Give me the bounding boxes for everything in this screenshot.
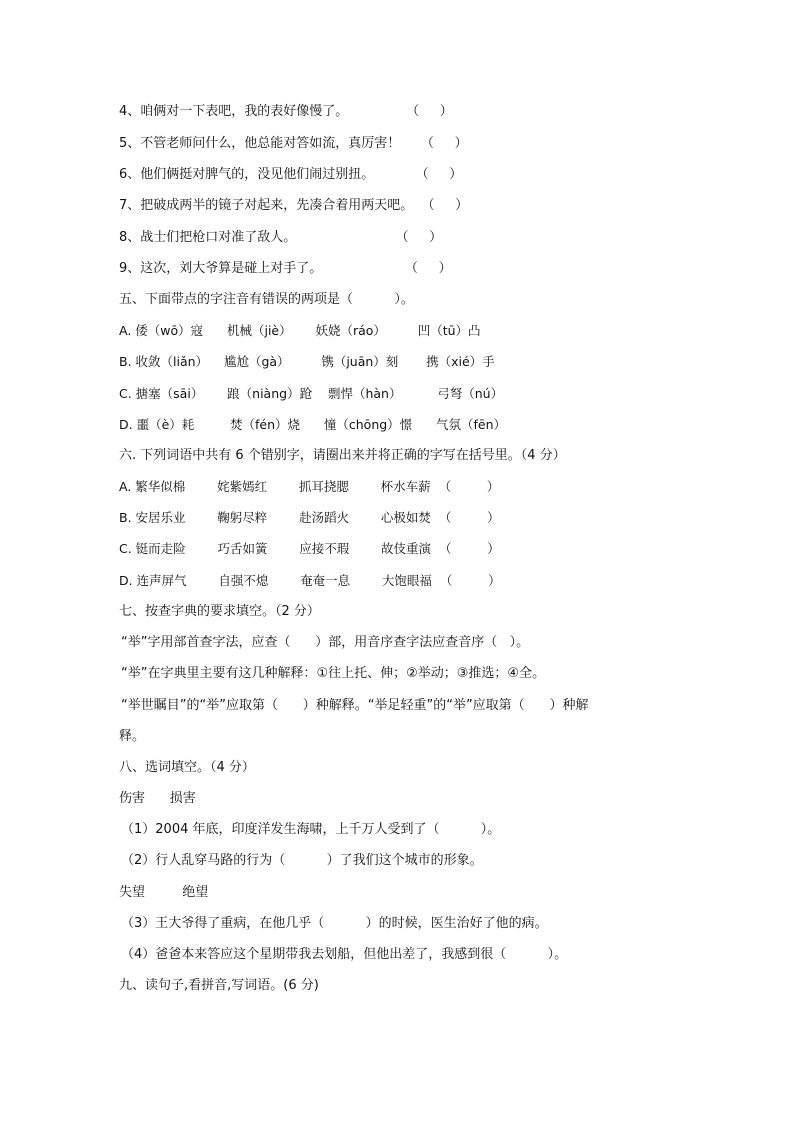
section-nine-title: 九、读句子,看拼音,写词语。(6 分) xyxy=(119,978,319,993)
word-choice-group-1: 伤害 损害 xyxy=(119,791,196,806)
question-item-8: 8、战士们把枪口对准了敌人。 （ ） xyxy=(119,230,443,245)
section-eight-title: 八、选词填空。（4 分） xyxy=(119,760,255,775)
section-six-row-c: C. 铤而走险 巧舌如簧 应接不瑕 故伎重演 （ ） xyxy=(119,541,500,556)
fill-blank-item-2: （2）行人乱穿马路的行为（ ）了我们这个城市的形象。 xyxy=(121,853,483,868)
section-five-option-c: C. 搪塞（sāi） 踉（niàng）跄 剽悍（hàn） 弓弩（nú） xyxy=(119,386,504,401)
word-choice-group-2: 失望 绝望 xyxy=(119,885,209,900)
fill-blank-item-4: （4）爸爸本来答应这个星期带我去划船，但他出差了，我感到很（ ）。 xyxy=(121,947,568,962)
section-six-row-a: A. 繁华似棉 姹紫嫣红 抓耳挠腮 杯水车薪 （ ） xyxy=(119,479,500,494)
section-seven-line-4: 释。 xyxy=(119,729,146,744)
question-item-6: 6、他们俩挺对脾气的，没见他们闹过别扭。 （ ） xyxy=(119,167,463,182)
section-seven-title: 七、按查字典的要求填空。（2 分） xyxy=(119,604,320,619)
section-six-row-b: B. 安居乐业 鞠躬尽粹 赴汤蹈火 心极如焚 （ ） xyxy=(119,510,500,525)
question-item-7: 7、把破成两半的镜子对起来，先凑合着用两天吧。 （ ） xyxy=(119,198,469,213)
question-item-4: 4、咱俩对一下表吧，我的表好像慢了。 （ ） xyxy=(119,104,453,119)
section-seven-line-1: “举”字用部首查字法，应查（ ）部，用音序查字法应查音序（ ）。 xyxy=(121,635,530,650)
section-seven-line-3: “举世瞩目”的“举”应取第（ ）种解释。“举足轻重”的“举”应取第（ ）种解 xyxy=(121,698,589,713)
section-five-title: 五、下面带点的字注音有错误的两项是（ ）。 xyxy=(119,292,414,307)
question-item-5: 5、不管老师问什么，他总能对答如流，真厉害！ （ ） xyxy=(119,136,468,151)
question-item-9: 9、这次，刘大爷算是碰上对手了。 （ ） xyxy=(119,261,452,276)
section-six-title: 六. 下列词语中共有 6 个错别字，请圈出来并将正确的字写在括号里。（4 分） xyxy=(119,448,566,463)
section-five-option-b: B. 收敛（liǎn） 尴尬（gà） 镌（juān）刻 携（xié）手 xyxy=(119,354,495,369)
section-five-option-a: A. 倭（wō）寇 机械（jiè） 妖娆（ráo） 凹（tū）凸 xyxy=(119,323,481,338)
section-six-row-d: D. 连声屏气 自强不熄 奄奄一息 大饱眼福 （ ） xyxy=(119,573,501,588)
section-seven-line-2: “举”在字典里主要有这几种解释：①往上托、伸；②举动；③推选；④全。 xyxy=(121,666,546,681)
fill-blank-item-1: （1）2004 年底，印度洋发生海啸，上千万人受到了（ ）。 xyxy=(121,822,501,837)
fill-blank-item-3: （3）王大爷得了重病，在他几乎（ ）的时候，医生治好了他的病。 xyxy=(121,916,548,931)
section-five-option-d: D. 噩（è）耗 焚（fén）烧 憧（chōng）憬 气氛（fēn） xyxy=(119,417,507,432)
